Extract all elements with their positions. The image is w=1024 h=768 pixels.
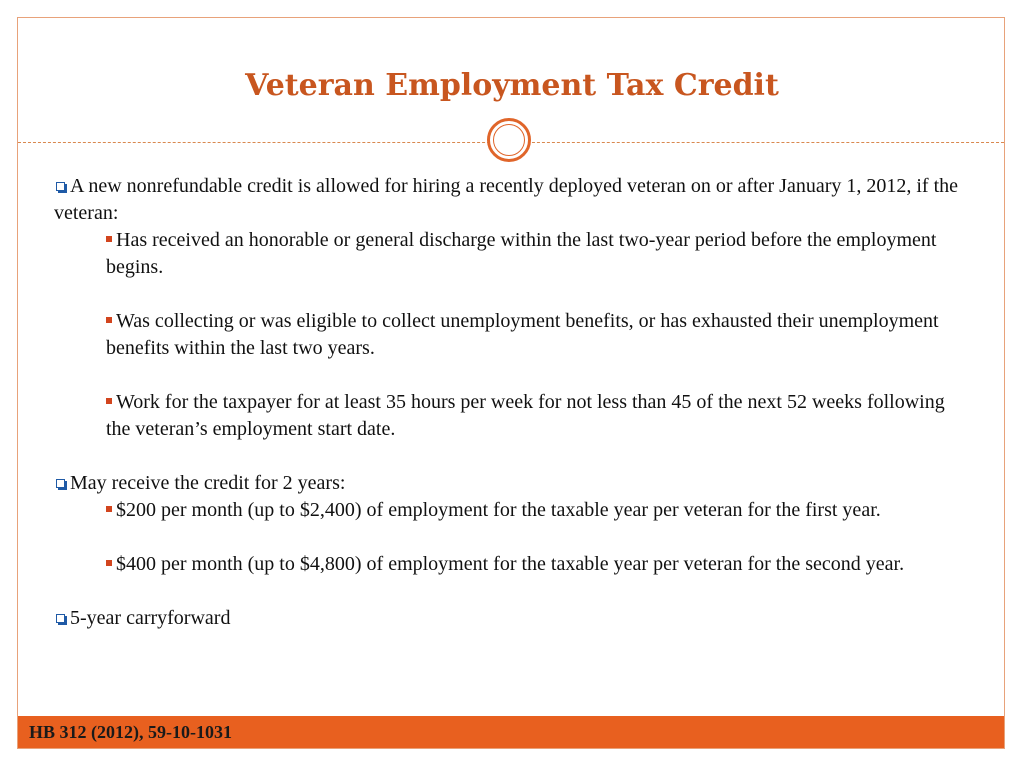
filled-square-bullet-icon [106,317,112,323]
bullet-text: A new nonrefundable credit is allowed for hiring a recently deployed veteran on or after January 1, 2012, if the veteran: [54,175,959,224]
bullet-level-2 [106,389,974,443]
bullet-text: 5-year carryforward [70,607,231,629]
spacer [54,524,974,551]
bullet-text: $400 per month (up to $4,800) of employment for the taxable year per veteran for the second year. [116,553,905,575]
footer-citation: HB 312 (2012), 59-10-1031 [29,722,232,742]
bullet-level-2 [106,227,974,281]
footer-bar [18,716,1004,748]
filled-square-bullet-icon [106,560,112,566]
bullet-level-1 [54,173,974,227]
filled-square-bullet-icon [106,506,112,512]
double-circle-ornament-icon [487,118,531,162]
bullet-text: Was collecting or was eligible to collect unemployment benefits, or has exhausted their unemployment benefits within the last two years. [106,310,939,359]
spacer [54,443,974,470]
bullet-level-2 [106,551,974,578]
bullet-text: Has received an honorable or general discharge within the last two-year period before the employment begins. [106,229,937,278]
bullet-level-1 [54,605,974,632]
hollow-square-bullet-icon [56,182,65,191]
bullet-level-2 [106,308,974,362]
bullet-text: $200 per month (up to $2,400) of employment for the taxable year per veteran for the first year. [116,499,881,521]
spacer [54,362,974,389]
filled-square-bullet-icon [106,236,112,242]
slide-body [54,173,974,632]
hollow-square-bullet-icon [56,479,65,488]
slide-title: Veteran Employment Tax Credit [245,68,779,103]
bullet-text: Work for the taxpayer for at least 35 hours per week for not less than 45 of the next 52 weeks following the veteran’s employment start date. [106,391,945,440]
hollow-square-bullet-icon [56,614,65,623]
spacer [54,281,974,308]
filled-square-bullet-icon [106,398,112,404]
bullet-text: May receive the credit for 2 years: [70,472,346,494]
spacer [54,578,974,605]
bullet-level-2 [106,497,974,524]
bullet-level-1 [54,470,974,497]
slide [17,17,1005,749]
